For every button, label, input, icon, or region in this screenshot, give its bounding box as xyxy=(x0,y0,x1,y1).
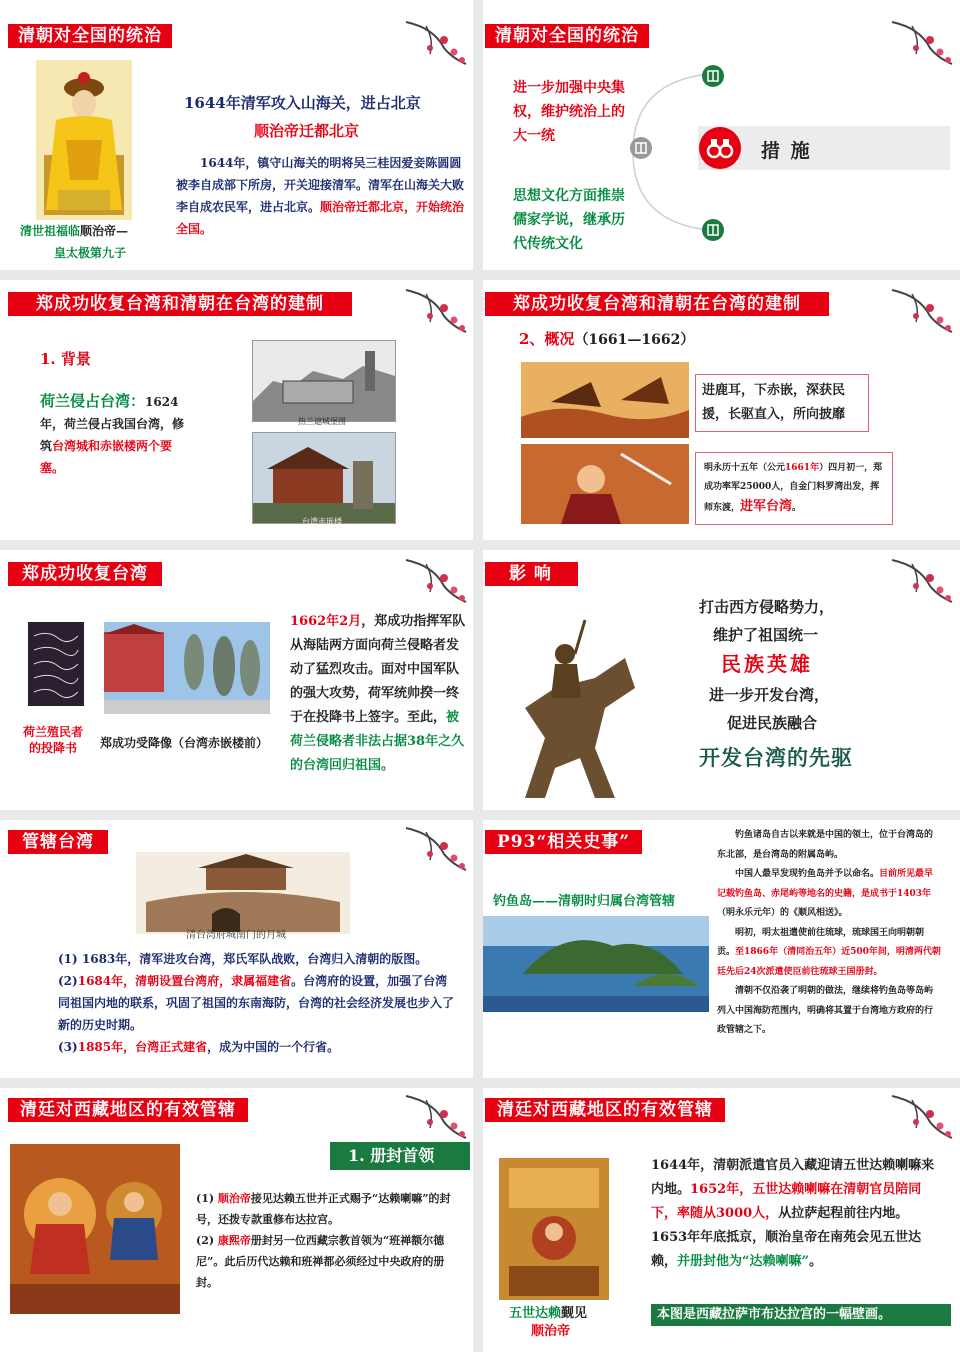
plum-blossom-icon xyxy=(890,1092,954,1140)
detail-end: 。 xyxy=(792,503,802,513)
section-banner: 1. 册封首领 xyxy=(330,1142,470,1170)
slide-governing-taiwan xyxy=(0,828,470,1078)
diaoyu-para-4: 清朝不仅沿袭了明朝的做法，继续将钓鱼岛等岛屿列入中国海防范围内，明确将其置于台湾地方政府的行政管辖之下。 xyxy=(717,986,934,1035)
slide-background xyxy=(0,290,470,540)
island-label: 钓鱼岛——清朝时归属台湾管辖 xyxy=(493,894,676,909)
gate-caption: 清台湾府城南门的月城 xyxy=(186,930,286,941)
slide-title: 郑成功收复台湾和清朝在台湾的建制 xyxy=(8,292,352,316)
recovery-highlight: 被荷兰侵略者非法占据38年之久的台湾回归祖国。 xyxy=(290,710,465,773)
plum-blossom-icon xyxy=(404,824,468,872)
center-label: 措 施 xyxy=(761,140,812,162)
slide-diaoyu xyxy=(483,828,953,1078)
plum-blossom-icon xyxy=(404,18,468,66)
slide-title: 清朝对全国的统治 xyxy=(485,24,649,48)
portrait-caption-name: 清世祖福临 xyxy=(20,224,81,238)
governing-point-3: (3)1885年，台湾正式建省，成为中国的一个行省。 xyxy=(58,1040,340,1054)
governing-point-2: (2)1684年，清朝设置台湾府，隶属福建省。台湾府的设置，加强了台湾同祖国内地的联系，巩固了祖国的东南海防，台湾的社会经济发展也步入了新的历史时期。 xyxy=(58,974,455,1032)
plum-blossom-icon xyxy=(890,18,954,66)
slide-title: 管辖台湾 xyxy=(8,830,108,854)
slide-title: 郑成功收复台湾和清朝在台湾的建制 xyxy=(485,292,829,316)
slide-influence xyxy=(483,560,953,810)
body-lead: 1644年，镇守山海关的明将吴三桂因爱妾陈圆圆被李自成部下所房，开关迎接清军。清军在山海关大败李自成农民军，进占北京。 xyxy=(176,156,465,214)
measure-point-1: 进一步加强中央集权，维护统治上的大一统 xyxy=(513,80,625,144)
body-text xyxy=(176,152,466,240)
slide-tibet-titles xyxy=(0,1096,470,1352)
influence-line-1: 打击西方侵略势力， xyxy=(699,598,835,616)
recovery-text xyxy=(290,610,468,778)
statue-caption: 郑成功受降像（台湾赤嵌楼前） xyxy=(100,736,269,750)
diaoyu-para-1: 钓鱼诸岛自古以来就是中国的领土，位于台湾岛的东北部，是台湾岛的附属岛屿。 xyxy=(717,830,934,860)
diaoyu-para-2: 中国人最早发现钓鱼岛并予以命名。目前所见最早记载钓鱼岛、赤尾屿等地名的史籍，是成书于1403年（明永乐元年）的《顺风相送》。 xyxy=(717,869,934,918)
recovery-date: 1662年2月 xyxy=(290,614,362,629)
naval-battle-image xyxy=(521,362,689,438)
slide-qing-rule xyxy=(0,22,470,270)
influence-line-4: 促进民族融合 xyxy=(727,714,818,732)
divider xyxy=(473,0,483,1352)
plum-blossom-icon xyxy=(890,286,954,334)
zheng-battle-image xyxy=(521,444,689,524)
slide-measures xyxy=(483,22,953,270)
plum-blossom-icon xyxy=(890,556,954,604)
subheading: 顺治帝迁都北京 xyxy=(254,122,360,140)
tibet-point-1: (1) 顺治帝接见达赖五世并正式赐予“达赖喇嘛”的封号，还拨专款重修布达拉宫。 xyxy=(196,1192,451,1226)
zeelandia-caption: 热兰遮城堡图 xyxy=(298,417,346,426)
book-icon xyxy=(701,64,725,88)
caption-audience: 觐见 xyxy=(561,1306,588,1321)
portrait-caption-title: 顺治帝— xyxy=(80,224,129,238)
detail-prefix: 明永历十五年（公元 xyxy=(704,463,786,473)
section-heading: 1. 背景 xyxy=(40,350,91,368)
surrender-statue-image xyxy=(104,622,270,714)
chihkan-tower-image xyxy=(252,432,396,524)
heading: 1644年清军攻入山海关，进占北京 xyxy=(184,94,421,112)
portrait-caption-relation: 皇太极第九子 xyxy=(54,246,127,260)
background-highlight: 台湾城和赤嵌楼两个要塞。 xyxy=(40,439,173,475)
zeelandia-fort-image xyxy=(252,340,396,422)
detail-box xyxy=(695,452,893,525)
plum-blossom-icon xyxy=(404,1092,468,1140)
recovery-body: ，郑成功指挥军队从海陆两方面向荷兰侵略者发动了猛烈攻击。面对中国军队的强大攻势，荷军统帅揆一终于在投降书上签字。至此， xyxy=(290,614,466,725)
tibet-point-2: (2) 康熙帝册封另一位西藏宗教首领为“班禅额尔德尼”。此后历代达赖和班禅都必须经过中央政府的册封。 xyxy=(196,1234,445,1289)
body-highlight: 顺治帝迁都北京，开始统治全国。 xyxy=(176,200,465,236)
slide-title: 郑成功收复台湾 xyxy=(8,562,162,586)
governing-point-1: (1) 1683年，清军进攻台湾，郑氏军队战败，台湾归入清朝的版图。 xyxy=(58,952,428,966)
diaoyu-island-image xyxy=(483,916,709,1012)
dalai-audience-image xyxy=(499,1158,609,1300)
slide-title: 清廷对西藏地区的有效管辖 xyxy=(485,1098,725,1122)
diaoyu-text xyxy=(717,828,941,1041)
caption-shunzhi: 顺治帝 xyxy=(531,1324,571,1339)
slide-title: 影 响 xyxy=(485,562,578,586)
binoculars-icon xyxy=(698,126,742,170)
measure-point-2: 思想文化方面推崇儒家学说，继承历代传统文化 xyxy=(513,188,625,252)
caption-dalai: 五世达赖 xyxy=(509,1306,562,1321)
book-icon xyxy=(629,136,653,160)
slide-title: 清廷对西藏地区的有效管辖 xyxy=(8,1098,248,1122)
dalai-visit-text: 1644年，清朝派遣官员入藏迎请五世达赖喇嘛来内地。1652年，五世达赖喇嘛在清朝官员陪同下，率随从3000人，从拉萨起程前往内地。1653年年底抵京，顺治皇帝在南苑会见五世达赖，并册封他为“达赖喇嘛”。 xyxy=(651,1158,935,1269)
detail-highlight: 进军台湾 xyxy=(740,499,793,514)
background-lead: 荷兰侵占台湾： xyxy=(40,392,146,410)
tainan-gate-image xyxy=(136,852,350,934)
book-icon xyxy=(701,218,725,242)
slide-overview xyxy=(483,290,953,540)
taiwan-pioneer: 开发台湾的先驱 xyxy=(699,745,853,770)
mural-banner: 本图是西藏拉萨市布达拉宫的一幅壁画。 xyxy=(651,1304,951,1326)
slide-recovery xyxy=(0,560,470,810)
slide-dalai-visit xyxy=(483,1096,953,1352)
tibet-mural-image xyxy=(10,1144,180,1314)
quote-box: 进鹿耳，下赤嵌，深获民援，长驱直入，所向披靡 xyxy=(695,374,869,432)
diaoyu-para-3: 明初，明太祖遣使前往琉球，琉球国王向明朝朝贡。至1866年（清同治五年）近500年间，明清两代朝廷先后24次派遣使臣前往琉球王国册封。 xyxy=(717,927,941,977)
influence-line-2: 维护了祖国统一 xyxy=(713,626,819,644)
plum-blossom-icon xyxy=(404,286,468,334)
surrender-document-image xyxy=(28,622,84,706)
slide-title: P93“相关史事” xyxy=(485,830,642,854)
slide-title: 清朝对全国的统治 xyxy=(8,24,172,48)
influence-line-3: 进一步开发台湾， xyxy=(709,686,830,704)
emperor-portrait xyxy=(36,60,132,220)
national-hero: 民族英雄 xyxy=(721,652,813,676)
section-heading: 2、概况 xyxy=(519,330,575,348)
surrender-caption: 荷兰殖民者的投降书 xyxy=(22,725,83,755)
detail-year: 1661年 xyxy=(785,463,820,473)
chihkan-caption: 台湾赤嵌楼 xyxy=(302,517,342,526)
governing-text xyxy=(58,948,458,1058)
section-years: （1661—1662） xyxy=(574,332,695,348)
plum-blossom-icon xyxy=(404,556,468,604)
tibet-titles-text xyxy=(196,1188,462,1293)
equestrian-statue-image xyxy=(485,618,643,804)
background-text xyxy=(40,390,190,479)
background-body: 1624年，荷兰侵占我国台湾，修筑 xyxy=(40,395,185,453)
detail-body: ）四月初一，郑成功率军25000人，自金门料罗湾出发，挥师东渡， xyxy=(704,463,883,513)
